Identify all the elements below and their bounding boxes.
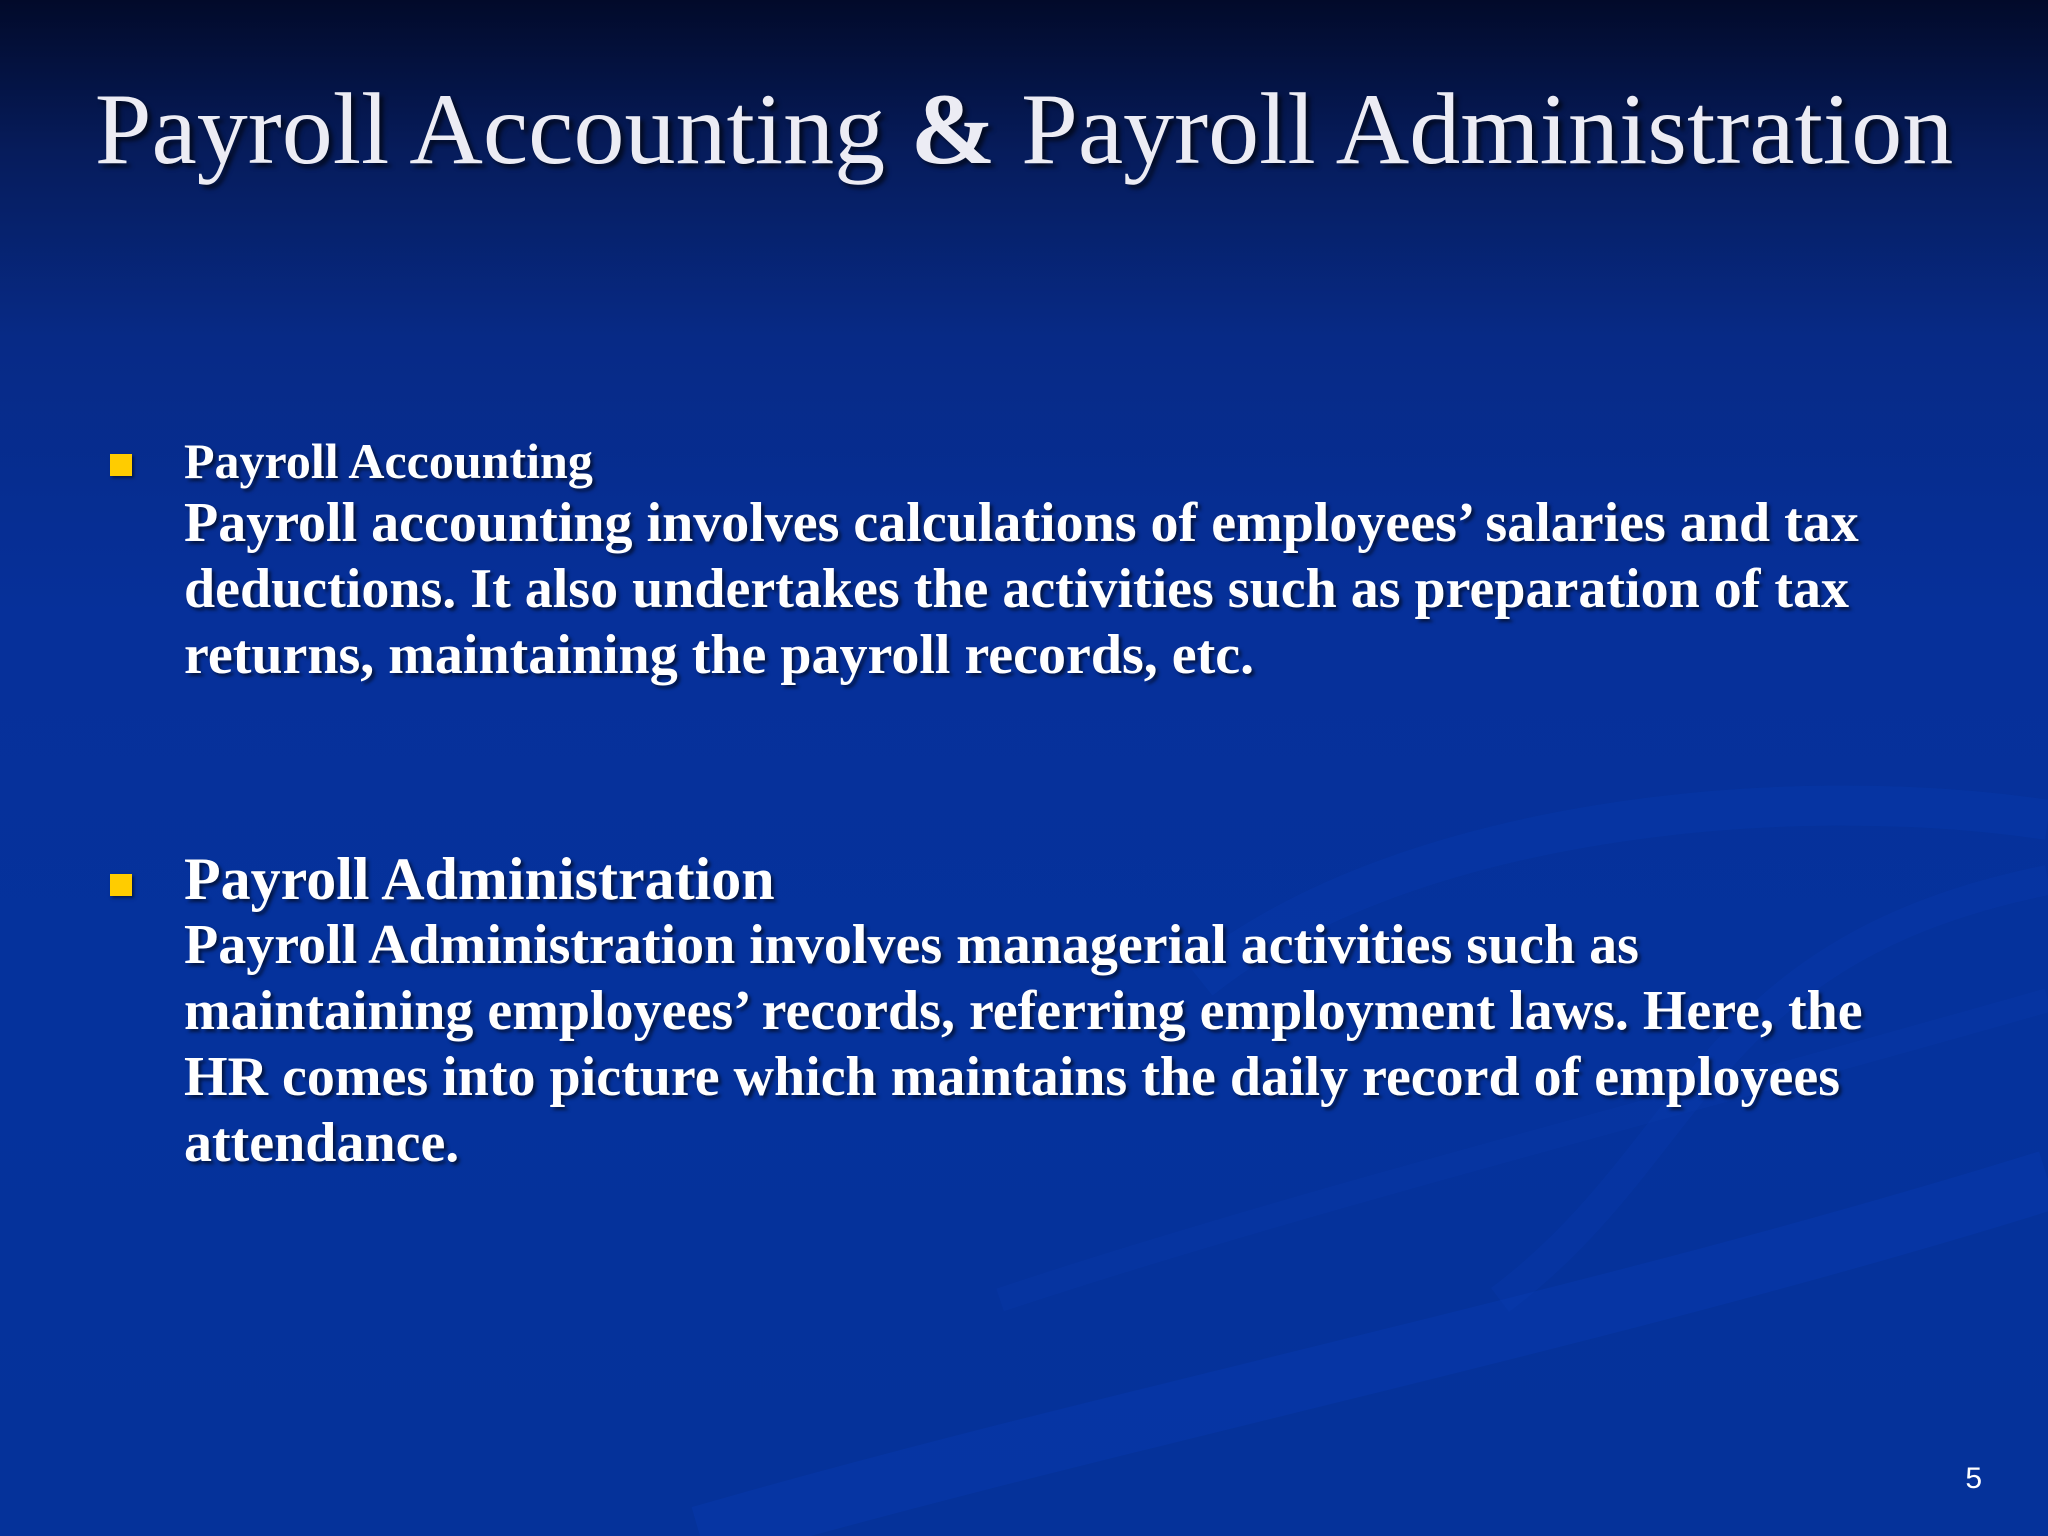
title-ampersand: & bbox=[910, 73, 996, 186]
bullet-heading: Payroll Administration bbox=[184, 846, 775, 912]
bullet-payroll-administration bbox=[184, 846, 1924, 1176]
slide-title bbox=[0, 62, 2048, 198]
slide-number: 5 bbox=[1965, 1462, 1982, 1495]
bullet-heading: Payroll Accounting bbox=[184, 433, 593, 489]
title-text-part2: Payroll Administration bbox=[995, 73, 1954, 186]
bullet-body: Payroll Administration involves managerial activities such as maintaining employees’ records, referring employment laws. Here, the HR comes into picture which maintains the daily record of employees attendance. bbox=[184, 914, 1863, 1174]
bullet-body: Payroll accounting involves calculations of employees’ salaries and tax deductions. It also undertakes the activities such as preparation of tax returns, maintaining the payroll records, etc. bbox=[184, 492, 1859, 686]
square-bullet-icon bbox=[110, 874, 132, 896]
square-bullet-icon bbox=[110, 454, 132, 476]
bullet-payroll-accounting bbox=[184, 432, 1924, 688]
title-text-part1: Payroll Accounting bbox=[94, 73, 911, 186]
